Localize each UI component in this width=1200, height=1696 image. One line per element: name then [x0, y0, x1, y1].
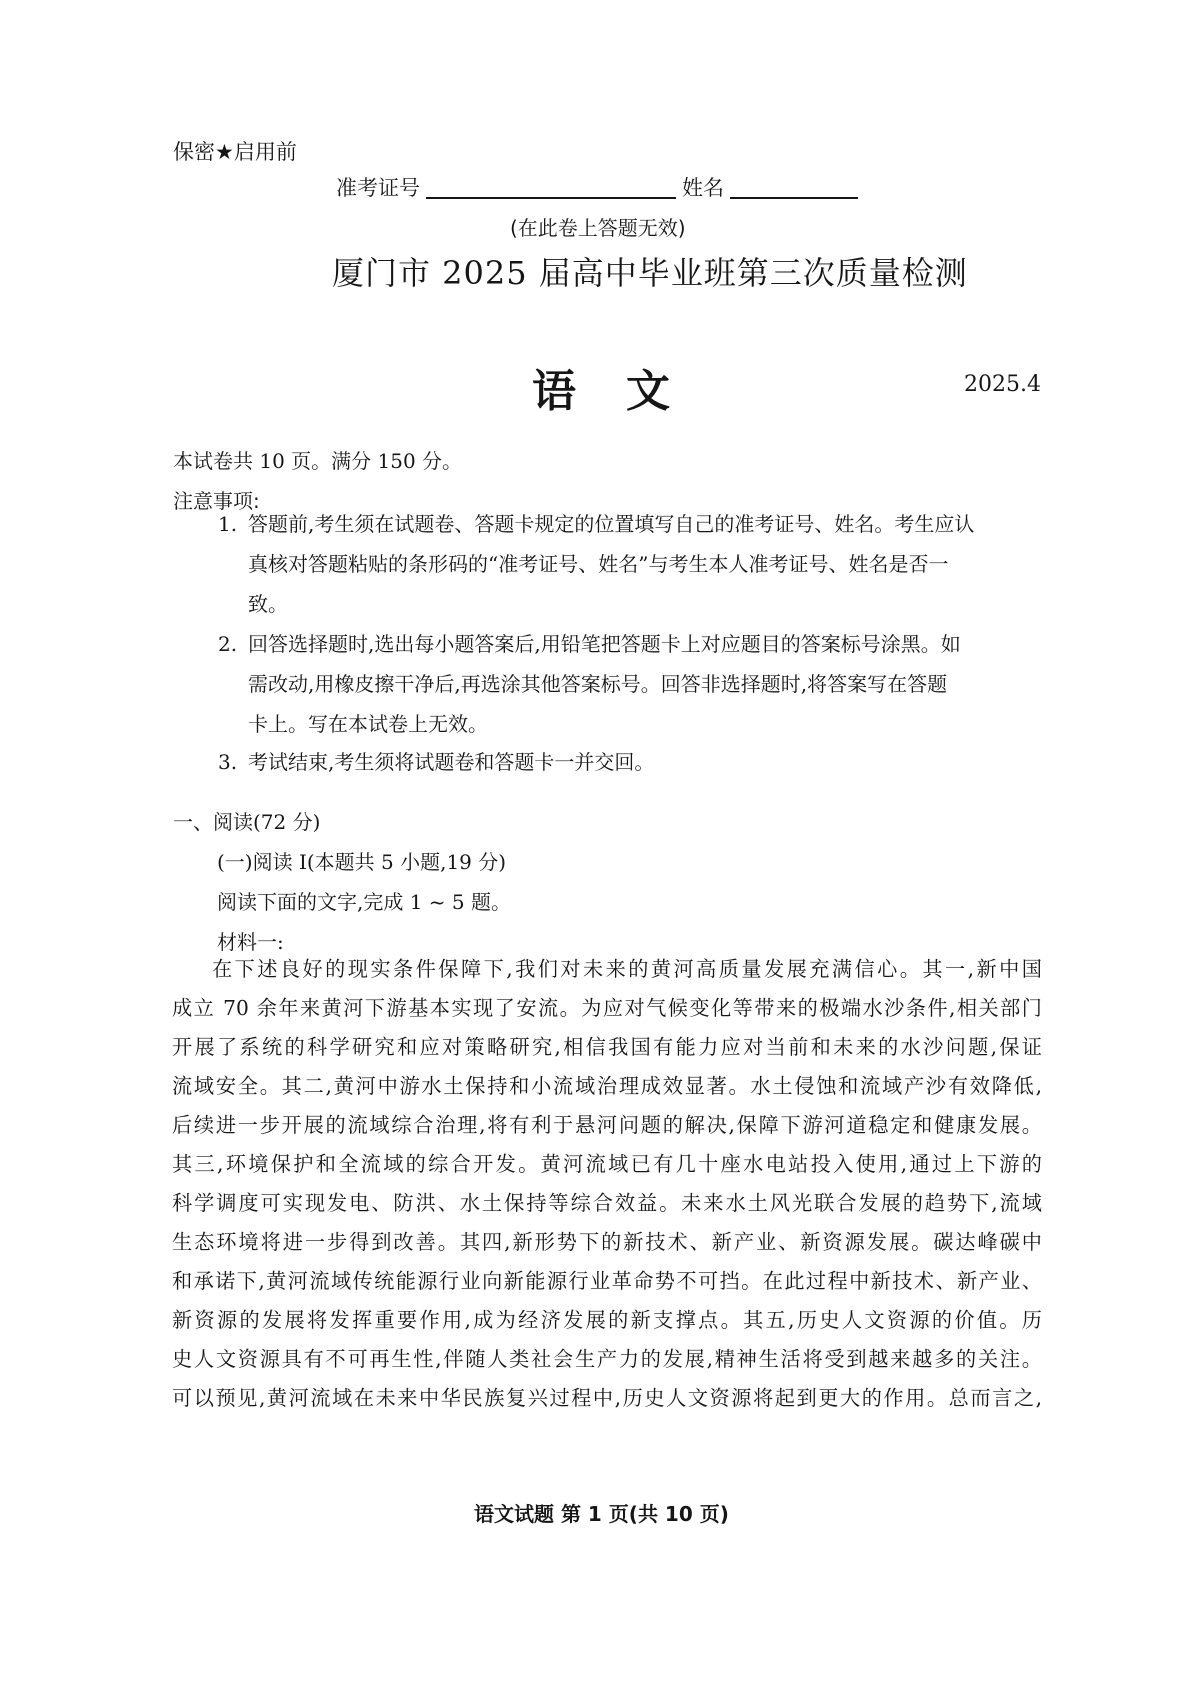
passage-line: 可以预见,黄河流域在未来中华民族复兴过程中,历史人文资源将起到更大的作用。总而言之, [172, 1386, 1042, 1410]
note-item [218, 742, 1048, 782]
passage-line: 史人文资源具有不可再生性,伴随人类社会生产力的发展,精神生活将受到越来越多的关注。 [172, 1347, 1042, 1371]
passage-line: 其三,环境保护和全流域的综合开发。黄河流域已有几十座水电站投入使用,通过上下游的 [172, 1152, 1042, 1176]
reading-instruction: 阅读下面的文字,完成 1 ~ 5 题。 [217, 890, 511, 914]
note-line: 卡上。写在本试卷上无效。 [248, 712, 488, 736]
notes-heading: 注意事项: [173, 489, 260, 513]
page-info: 本试卷共 10 页。满分 150 分。 [173, 449, 463, 473]
note-number: 3. [218, 750, 238, 774]
passage-line: 后续进一步开展的流域综合治理,将有利于悬河问题的解决,保障下游河道稳定和健康发展。 [172, 1113, 1042, 1137]
passage-line: 成立 70 余年来黄河下游基本实现了安流。为应对气候变化等带来的极端水沙条件,相关部门 [172, 996, 1042, 1020]
exam-id-blank [426, 181, 676, 199]
confidential-label: 保密★启用前 [173, 140, 297, 164]
note-line: 回答选择题时,选出每小题答案后,用铅笔把答题卡上对应题目的答案标号涂黑。如 [248, 632, 961, 656]
exam-title: 厦门市 2025 届高中毕业班第三次质量检测 [332, 254, 968, 292]
passage-line: 流域安全。其二,黄河中游水土保持和小流域治理成效显著。水土侵蚀和流域产沙有效降低, [172, 1074, 1042, 1098]
name-blank [730, 181, 858, 199]
note-item [218, 504, 1048, 624]
passage-line: 科学调度可实现发电、防洪、水土保持等综合效益。未来水土风光联合发展的趋势下,流域 [172, 1191, 1042, 1215]
reading-passage [172, 950, 1042, 1418]
subject-title: 语文 [532, 366, 720, 417]
material-label: 材料一: [217, 930, 284, 954]
note-number: 1. [218, 512, 238, 536]
note-line: 答题前,考生须在试题卷、答题卡规定的位置填写自己的准考证号、姓名。考生应认 [248, 512, 975, 536]
note-number: 2. [218, 632, 238, 656]
passage-line: 在下述良好的现实条件保障下,我们对未来的黄河高质量发展充满信心。其一,新中国 [212, 957, 1042, 981]
exam-date: 2025.4 [964, 372, 1041, 397]
name-label: 姓名 [682, 176, 724, 200]
section-heading: 一、阅读(72 分) [173, 810, 321, 834]
page-footer: 语文试题 第 1 页(共 10 页) [474, 1502, 729, 1526]
invalid-answer-note: (在此卷上答题无效) [510, 216, 686, 240]
note-line: 考试结束,考生须将试题卷和答题卡一并交回。 [248, 750, 655, 774]
passage-line: 新资源的发展将发挥重要作用,成为经济发展的新支撑点。其五,历史人文资源的价值。历 [172, 1308, 1042, 1332]
note-item [218, 624, 1048, 744]
note-line: 需改动,用橡皮擦干净后,再选涂其他答案标号。回答非选择题时,将答案写在答题 [248, 672, 948, 696]
note-line: 致。 [248, 592, 288, 616]
exam-id-label: 准考证号 [336, 176, 420, 200]
subsection-heading: (一)阅读 I(本题共 5 小题,19 分) [217, 850, 507, 874]
candidate-info-row [336, 172, 864, 202]
note-line: 真核对答题粘贴的条形码的“准考证号、姓名”与考生本人准考证号、姓名是否一 [248, 552, 949, 576]
passage-line: 开展了系统的科学研究和应对策略研究,相信我国有能力应对当前和未来的水沙问题,保证 [172, 1035, 1042, 1059]
passage-line: 生态环境将进一步得到改善。其四,新形势下的新技术、新产业、新资源发展。碳达峰碳中 [172, 1230, 1042, 1254]
passage-line: 和承诺下,黄河流域传统能源行业向新能源行业革命势不可挡。在此过程中新技术、新产业、 [172, 1269, 1042, 1293]
